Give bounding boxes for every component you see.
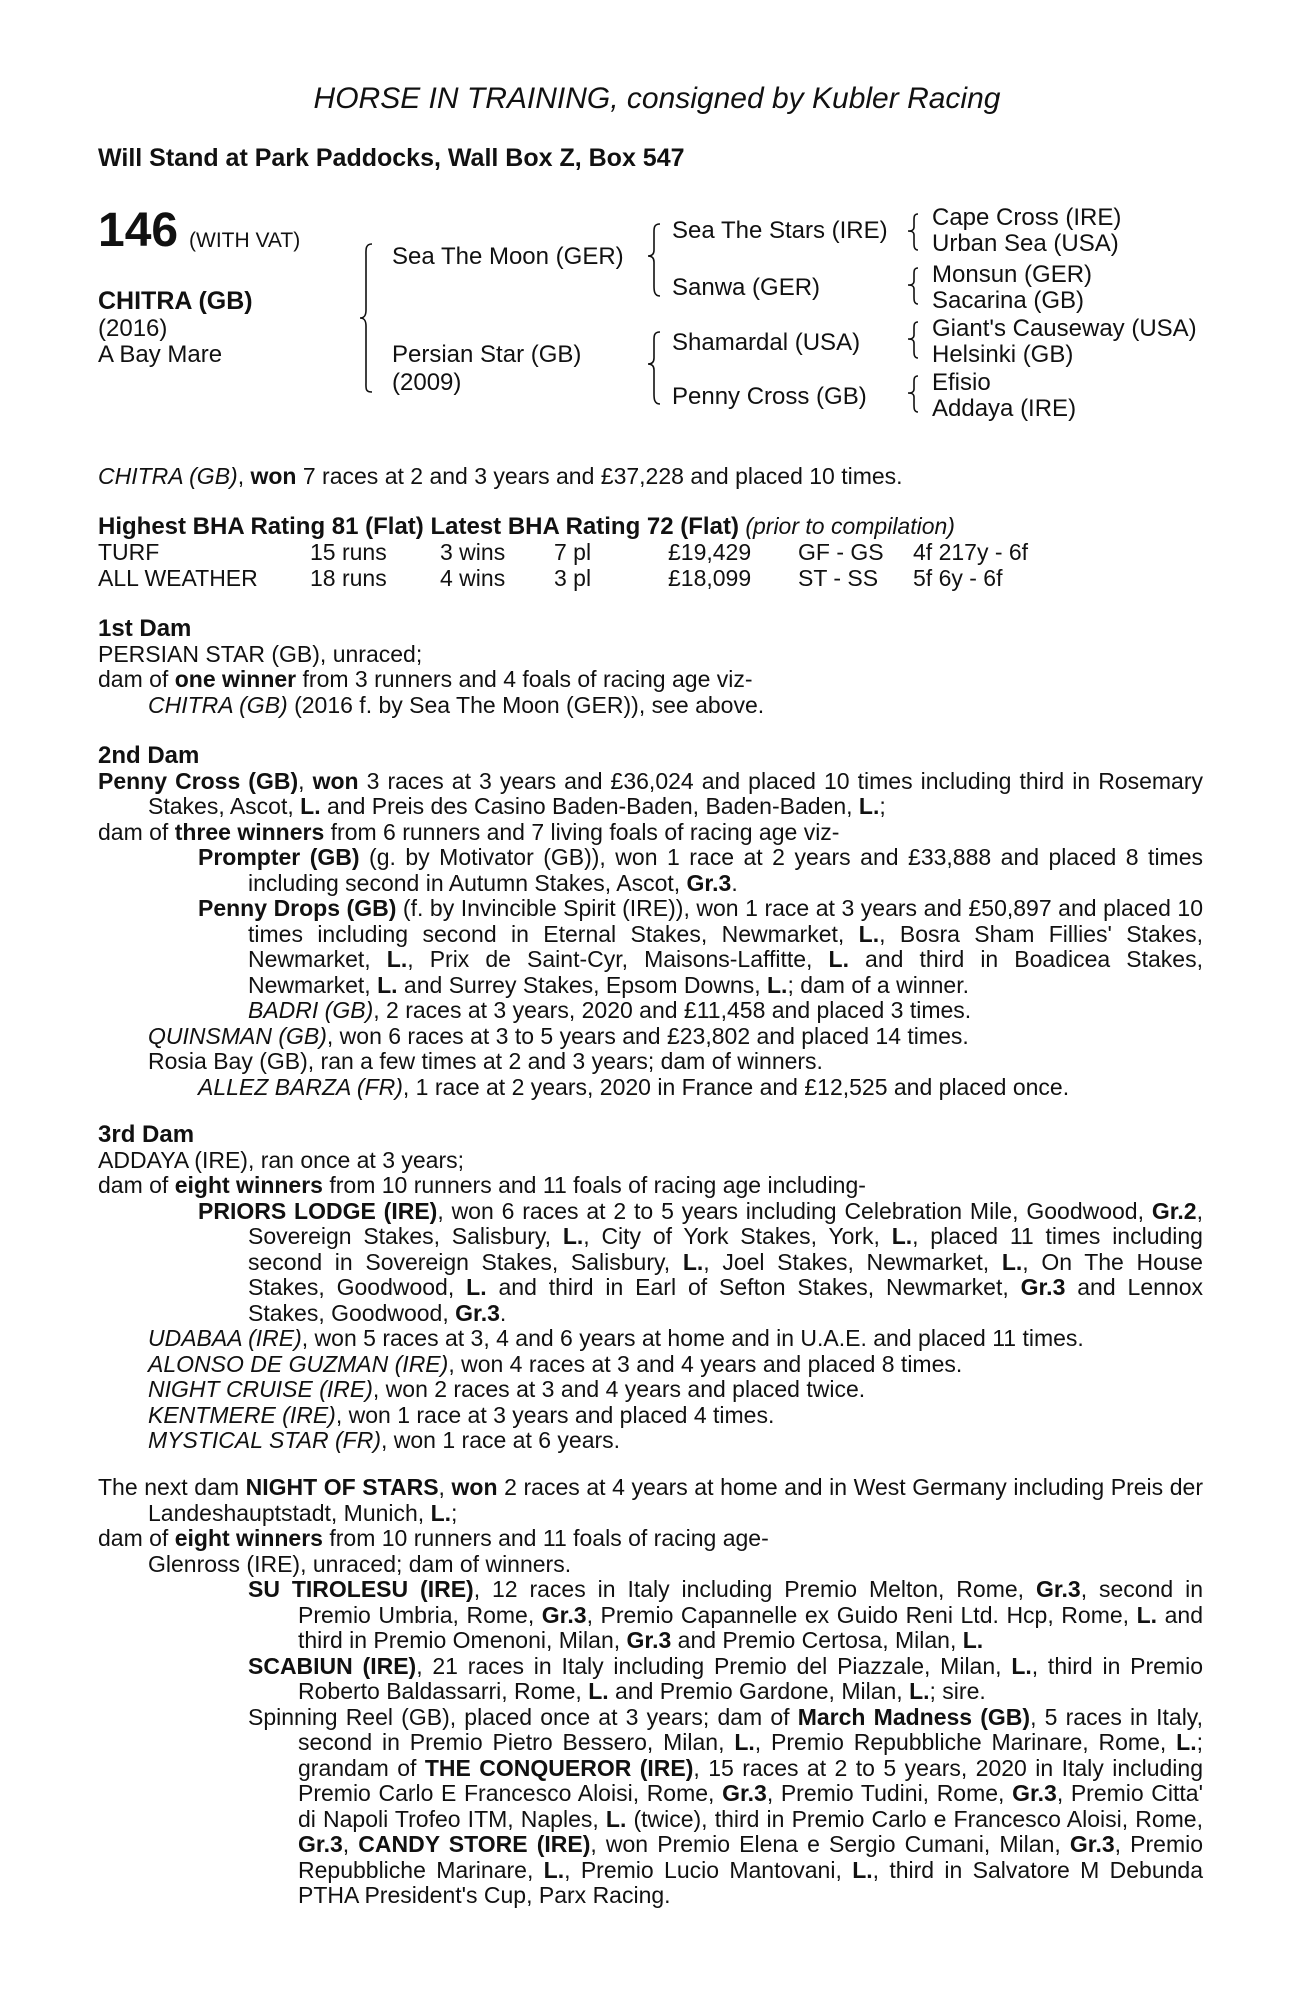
text: from 10 runners and 11 foals of racing age-	[322, 1525, 769, 1551]
stat-wins: 4 wins	[440, 564, 506, 591]
listed-label: L.	[377, 971, 398, 998]
text: from 10 runners and 11 foals of racing age including-	[322, 1172, 866, 1198]
progeny-name: NIGHT CRUISE (IRE)	[148, 1376, 373, 1402]
listed-label: L.	[605, 1805, 627, 1832]
text: , 12 races in Italy including Premio Melton, Rome,	[473, 1576, 1036, 1602]
stat-going: ST - SS	[798, 564, 879, 591]
pedigree-bracket-gen1	[360, 240, 380, 400]
pedigree-dsd: Helsinki (GB)	[932, 341, 1074, 368]
table-row	[98, 540, 1028, 566]
listed-label: L.	[386, 946, 408, 972]
won-label: won	[451, 1474, 498, 1500]
text: , Sovereign Stakes, Salisbury,	[248, 1197, 1203, 1249]
progeny-name: QUINSMAN (GB)	[148, 1022, 327, 1049]
third-dam-section	[98, 1122, 1203, 1454]
text: from 6 runners and 7 living foals of racing age viz-	[324, 818, 840, 845]
listed-label: L.	[1011, 1652, 1032, 1679]
won-label: won	[312, 767, 359, 794]
listed-label: L.	[909, 1678, 930, 1704]
progeny-name: March Madness (GB)	[797, 1703, 1031, 1730]
pedigree-bracket-sd	[908, 264, 924, 310]
group-label: Gr.3	[1020, 1274, 1066, 1300]
group-label: Gr.3	[686, 869, 732, 896]
text: dam of	[98, 666, 175, 692]
progeny-line: Glenross (IRE), unraced; dam of winners.	[148, 1550, 572, 1577]
progeny-text: (2016 f. by Sea The Moon (GER)), see above.	[287, 691, 765, 718]
listed-label: L.	[588, 1678, 609, 1704]
text: , City of York Stakes, York,	[583, 1223, 892, 1249]
pedigree-dam-sire: Shamardal (USA)	[672, 329, 861, 356]
pedigree-ddd: Addaya (IRE)	[932, 395, 1077, 422]
text: (f. by Invincible Spirit (IRE)), won 1 race at 3 years and £50,897 and placed 10 times including second in Eternal Stakes, Newmarket,	[248, 895, 1203, 947]
pedigree-dam-dam: Penny Cross (GB)	[672, 383, 867, 410]
ratings-table	[98, 540, 1028, 591]
listed-label: L.	[962, 1627, 984, 1653]
stat-runs: 18 runs	[310, 564, 387, 591]
text: , Joel Stakes, Newmarket,	[703, 1248, 1002, 1275]
text: , 5 races in Italy, second in Premio Pietro Bessero, Milan,	[298, 1703, 1203, 1755]
pedigree-bracket-dam	[648, 328, 668, 410]
pedigree-ssd: Urban Sea (USA)	[932, 230, 1119, 257]
horse-description: A Bay Mare	[98, 341, 223, 368]
third-dam-heading: 3rd Dam	[98, 1121, 195, 1148]
summary-won: won	[250, 463, 297, 489]
text: , won 5 races at 3, 4 and 6 years at home and in U.A.E. and placed 11 times.	[301, 1325, 1084, 1351]
second-dam-section: 2nd Dam Penny Cross (GB), won 3 races at 3 years and £36,024 and placed 10 times including third in Rosemary Stakes, Ascot, L. and Preis des Casino Baden-Baden, Baden-Baden, L.; dam of three winners from 6 runners and 7 living foals of racing age viz- Prompter (GB) (g. by Motivator (GB)), won 1 race at 2 years and £33,888 and placed 8 times including second in Autumn Stakes, Ascot, Gr.3. Penny Drops (GB) (f. by Invincible Spirit (IRE)), won 1 race at 3 years and £50,897 and placed 10 times including second in Eternal Stakes, Newmarket, L., Bosra Sham Fillies' Stakes, Newmarket, L., Prix de Saint-Cyr, Maisons-Laffitte, L. and third in Boadicea Stakes, Newmarket, L. and Surrey Stakes, Epsom Downs, L.; dam of a winner. BADRI (GB), 2 races at 3 years, 2020 and £11,458 and placed 3 times. QUINSMAN (GB), won 6 races at 3 to 5 years and £23,802 and placed 14 times. Rosia Bay (GB), ran a few times at 2 and 3 years; dam of winners. ALLEZ BARZA (FR), 1 race at 2 years, 2020 in France and £12,525 and placed once.	[98, 742, 1204, 1100]
listed-label: L.	[766, 971, 788, 998]
pedigree-sdd: Sacarina (GB)	[932, 287, 1085, 314]
text: (twice), third in Premio Carlo e Francesco Aloisi, Rome,	[626, 1805, 1203, 1832]
text: , won 6 races at 3 to 5 years and £23,802 and placed 14 times.	[326, 1022, 969, 1049]
text: , won 1 race at 6 years.	[381, 1427, 621, 1453]
text: , won 2 races at 3 and 4 years and placed twice.	[372, 1376, 866, 1402]
text: dam of	[98, 1525, 175, 1551]
listed-label: L.	[1176, 1729, 1197, 1755]
listed-label: L.	[1136, 1601, 1158, 1628]
progeny-name: ALLEZ BARZA (FR)	[198, 1073, 403, 1100]
listed-label: L.	[543, 1856, 565, 1883]
text: ; grandam of	[298, 1729, 1203, 1781]
text: dam of	[98, 1172, 175, 1198]
stat-runs: 15 runs	[310, 539, 387, 565]
vat-note: (WITH VAT)	[189, 229, 301, 252]
first-dam-heading: 1st Dam	[98, 615, 192, 642]
horse-name: CHITRA (GB)	[98, 287, 253, 315]
text: , Premio Capannelle ex Guido Reni Ltd. Hcp, Rome,	[586, 1601, 1137, 1628]
winners-count: eight winners	[174, 1172, 323, 1198]
winners-count: eight winners	[174, 1525, 323, 1551]
stat-prize: £18,099	[668, 564, 752, 591]
listed-label: L.	[430, 1499, 452, 1526]
group-label: Gr.3	[1012, 1780, 1057, 1806]
race-summary: CHITRA (GB), won 7 races at 2 and 3 years and £37,228 and placed 10 times.	[98, 463, 903, 489]
catalogue-title: HORSE IN TRAINING, consigned by Kubler Racing	[313, 82, 1001, 115]
stat-places: 3 pl	[554, 564, 592, 591]
dam-name: NIGHT OF STARS	[245, 1474, 439, 1500]
pedigree-bracket-ds	[908, 318, 924, 364]
stand-location: Will Stand at Park Paddocks, Wall Box Z, Box 547	[98, 144, 685, 172]
stat-going: GF - GS	[798, 539, 884, 565]
progeny-name: THE CONQUEROR (IRE)	[424, 1754, 694, 1781]
stat-distance: 4f 217y - 6f	[913, 539, 1029, 565]
text: , 2 races at 3 years, 2020 and £11,458 and placed 3 times.	[373, 997, 972, 1023]
pedigree-bracket-sire	[648, 220, 668, 302]
group-label: Gr.3	[626, 1627, 672, 1653]
text: , placed 11 times including second in Sovereign Stakes, Salisbury,	[248, 1223, 1203, 1275]
text: , Prix de Saint-Cyr, Maisons-Laffitte,	[407, 946, 829, 972]
text: , 21 races in Italy including Premio del Piazzale, Milan,	[416, 1652, 1012, 1679]
text: .	[731, 869, 738, 896]
horse-year: (2016)	[98, 315, 168, 342]
text: from 3 runners and 4 foals of racing age viz-	[296, 666, 753, 692]
pedigree-sds: Monsun (GER)	[932, 261, 1093, 288]
listed-label: L.	[562, 1223, 584, 1249]
text: 3 races at 3 years and £36,024 and placed 10 times including third in Rosemary Stakes, Ascot,	[148, 767, 1203, 819]
text: , Premio Lucio Mantovani,	[564, 1856, 853, 1883]
progeny-name: UDABAA (IRE)	[148, 1325, 302, 1351]
progeny-name: CHITRA (GB)	[148, 691, 288, 718]
pedigree-dss: Giant's Causeway (USA)	[932, 315, 1197, 342]
progeny-name: ALONSO DE GUZMAN (IRE)	[148, 1350, 449, 1377]
group-label: Gr.3	[298, 1831, 343, 1857]
next-dam-section	[98, 1475, 1203, 1909]
summary-text: 7 races at 2 and 3 years and £37,228 and placed 10 times.	[296, 463, 903, 489]
text: , won Premio Elena e Sergio Cumani, Milan,	[590, 1831, 1070, 1857]
first-dam-section	[98, 616, 1203, 718]
winners-count: three winners	[174, 818, 325, 845]
group-label: Gr.3	[455, 1299, 500, 1326]
text: ; sire.	[929, 1678, 986, 1704]
listed-label: L.	[300, 793, 321, 819]
text: and third in Earl of Sefton Stakes, Newmarket,	[486, 1274, 1021, 1300]
text: (g. by Motivator (GB)), won 1 race at 2 years and £33,888 and placed 8 times including second in Autumn Stakes, Ascot,	[248, 844, 1204, 896]
table-row	[98, 566, 1028, 592]
text: .	[499, 1299, 507, 1326]
listed-label: L.	[852, 1856, 873, 1883]
text: 2 races at 4 years at home and in West Germany including Preis der Landeshauptstadt, Munich,	[148, 1474, 1203, 1526]
stat-prize: £19,429	[668, 539, 752, 565]
first-dam-line: PERSIAN STAR (GB), unraced;	[98, 640, 423, 667]
progeny-name: Prompter (GB)	[198, 844, 360, 870]
text: Spinning Reel (GB), placed once at 3 years; dam of	[248, 1703, 798, 1730]
summary-horse-name: CHITRA (GB)	[98, 463, 238, 489]
ratings-note: (prior to compilation)	[745, 513, 955, 539]
pedigree-bracket-ss	[908, 210, 924, 256]
third-dam-line: ADDAYA (IRE), ran once at 3 years;	[98, 1146, 465, 1173]
text: , Premio Tudini, Rome,	[766, 1780, 1013, 1806]
pedigree-bracket-dd	[908, 372, 924, 418]
text: , third in Salvatore M Debunda PTHA President's Cup, Parx Racing.	[298, 1856, 1204, 1908]
text: and third in Premio Omenoni, Milan,	[298, 1601, 1203, 1653]
pedigree-dam: Persian Star (GB)	[392, 341, 582, 368]
progeny-name: SCABIUN (IRE)	[248, 1652, 417, 1679]
text: and Premio Certosa, Milan,	[671, 1627, 963, 1653]
text: , Premio Repubbliche Marinare,	[298, 1831, 1204, 1883]
text: ;	[879, 793, 886, 819]
text: , Premio Citta' di Napoli Trofeo ITM, Naples,	[298, 1780, 1203, 1832]
dam-name: Penny Cross (GB)	[98, 767, 299, 794]
pedigree-dam-year: (2009)	[392, 369, 462, 396]
text: , third in Premio Roberto Baldassarri, Rome,	[298, 1652, 1203, 1704]
second-dam-heading: 2nd Dam	[98, 742, 200, 769]
text: and Preis des Casino Baden-Baden, Baden-Baden,	[320, 793, 859, 819]
progeny-name: CANDY STORE (IRE)	[358, 1831, 591, 1857]
text: , won 6 races at 2 to 5 years including Celebration Mile, Goodwood,	[437, 1197, 1152, 1224]
listed-label: L.	[734, 1729, 755, 1755]
progeny-name: PRIORS LODGE (IRE)	[198, 1197, 438, 1224]
text: , won 4 races at 3 and 4 years and placed 8 times.	[448, 1350, 963, 1377]
progeny-name: BADRI (GB)	[248, 997, 374, 1023]
text: , won 1 race at 3 years and placed 4 times.	[335, 1401, 775, 1428]
text: and Premio Gardone, Milan,	[608, 1678, 910, 1704]
progeny-name: KENTMERE (IRE)	[148, 1401, 336, 1428]
stat-distance: 5f 6y - 6f	[913, 564, 1003, 591]
listed-label: L.	[858, 793, 880, 819]
lot-number: 146	[98, 204, 179, 257]
ratings-label: Highest BHA Rating 81 (Flat) Latest BHA Rating 72 (Flat)	[98, 513, 739, 540]
text: dam of	[98, 818, 175, 845]
stat-places: 7 pl	[554, 539, 592, 565]
pedigree-sire-dam: Sanwa (GER)	[672, 274, 821, 301]
group-label: Gr.3	[1069, 1831, 1115, 1857]
listed-label: L.	[828, 946, 849, 972]
text: ;	[451, 1499, 458, 1526]
progeny-name: Penny Drops (GB)	[198, 895, 397, 921]
text: , On The House Stakes, Goodwood,	[248, 1248, 1203, 1300]
text: ,	[342, 1831, 359, 1857]
progeny-name: MYSTICAL STAR (FR)	[148, 1427, 381, 1453]
text: and Lennox Stakes, Goodwood,	[248, 1274, 1203, 1326]
stat-surface: ALL WEATHER	[98, 564, 258, 591]
group-label: Gr.3	[1035, 1576, 1081, 1602]
listed-label: L.	[858, 920, 880, 947]
pedigree-sire: Sea The Moon (GER)	[392, 243, 624, 270]
text: , 15 races at 2 to 5 years, 2020 in Italy including Premio Carlo E Francesco Aloisi, Rome,	[298, 1754, 1204, 1806]
text: ,	[438, 1474, 452, 1500]
text: , Bosra Sham Fillies' Stakes, Newmarket,	[248, 920, 1203, 972]
progeny-name: SU TIROLESU (IRE)	[248, 1576, 474, 1602]
text: ; dam of a winner.	[787, 971, 969, 998]
listed-label: L.	[682, 1248, 704, 1275]
progeny-line: Rosia Bay (GB), ran a few times at 2 and 3 years; dam of winners.	[148, 1048, 823, 1074]
listed-label: L.	[466, 1274, 487, 1300]
group-label: Gr.2	[1151, 1197, 1197, 1224]
pedigree-sire-sire: Sea The Stars (IRE)	[672, 217, 888, 244]
winners-count: one winner	[174, 666, 297, 692]
text: and Surrey Stakes, Epsom Downs,	[397, 971, 767, 998]
group-label: Gr.3	[722, 1780, 767, 1806]
stat-wins: 3 wins	[440, 539, 506, 565]
text: , second in Premio Umbria, Rome,	[298, 1576, 1203, 1628]
pedigree-dds: Efisio	[932, 369, 991, 396]
listed-label: L.	[1001, 1248, 1023, 1275]
text: and third in Boadicea Stakes, Newmarket,	[248, 946, 1203, 998]
text: , 1 race at 2 years, 2020 in France and £12,525 and placed once.	[402, 1073, 1070, 1100]
stat-surface: TURF	[98, 539, 160, 565]
ratings-section	[98, 514, 1203, 540]
listed-label: L.	[891, 1223, 913, 1249]
text: , Premio Repubbliche Marinare, Rome,	[754, 1729, 1177, 1755]
pedigree-sss: Cape Cross (IRE)	[932, 204, 1122, 231]
group-label: Gr.3	[541, 1601, 587, 1628]
text: The next dam	[98, 1474, 246, 1500]
